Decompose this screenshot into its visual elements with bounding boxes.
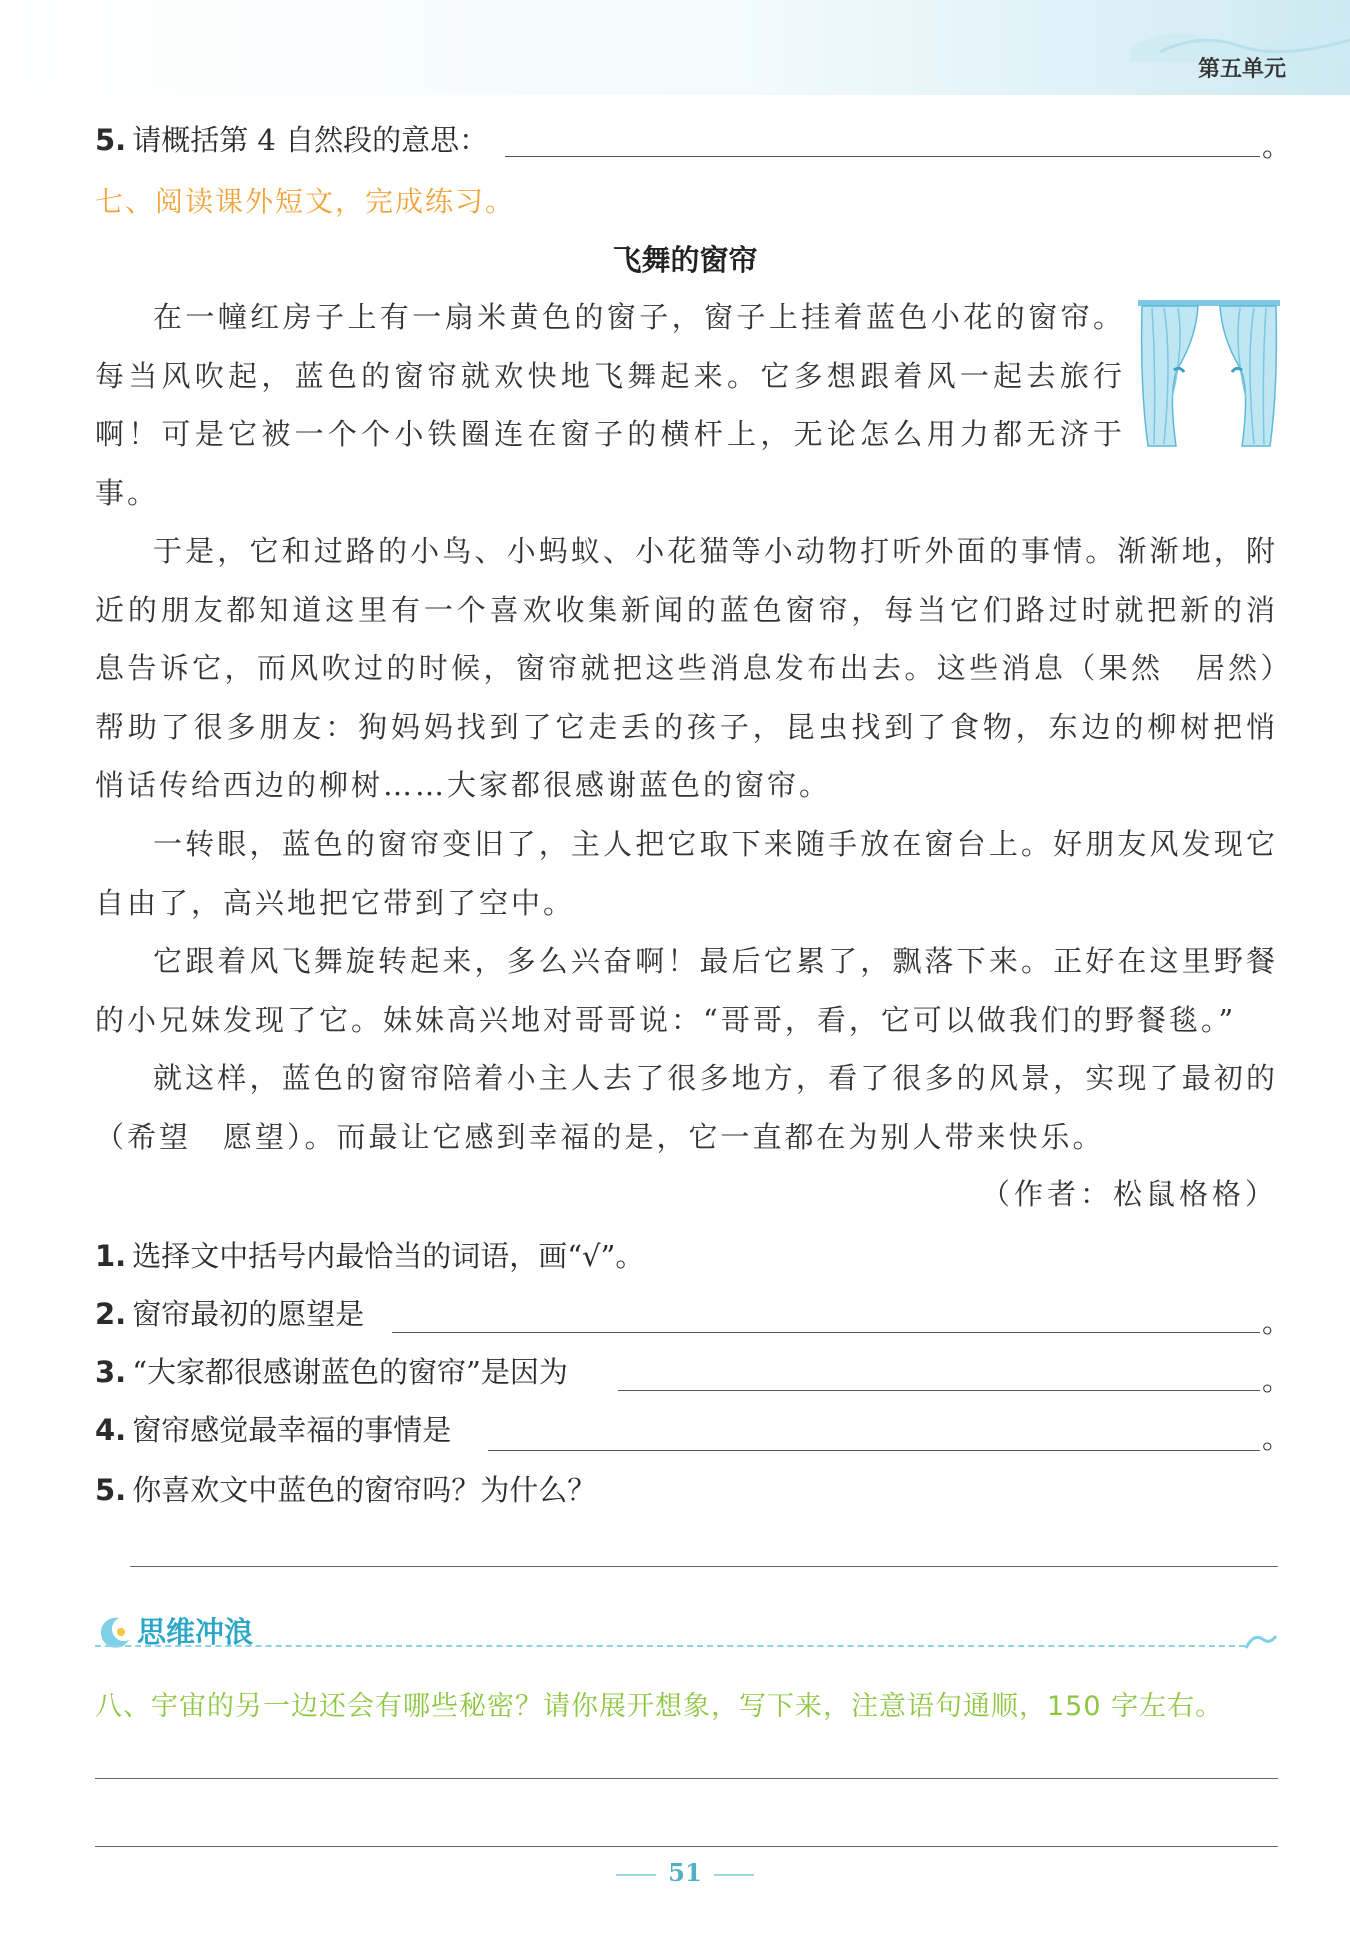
story-paragraph-3: 一转眼，蓝色的窗帘变旧了，主人把它取下来随手放在窗台上。好朋友风发现它自由了，高兴地把它带到了空中。 bbox=[95, 827, 1278, 920]
curtain-illustration bbox=[1138, 298, 1280, 448]
answer-blank[interactable] bbox=[505, 156, 1260, 157]
question-4 bbox=[95, 1410, 451, 1450]
end-mark: 。 bbox=[1262, 1421, 1292, 1455]
answer-blank[interactable] bbox=[392, 1332, 1260, 1333]
question-text: 窗帘感觉最幸福的事情是 bbox=[132, 1413, 452, 1447]
wave-icon bbox=[1244, 1630, 1278, 1652]
question-2 bbox=[95, 1294, 364, 1334]
answer-blank[interactable] bbox=[488, 1450, 1260, 1451]
question-text: 你喜欢文中蓝色的窗帘吗？为什么？ bbox=[132, 1473, 597, 1507]
question-8: 八、宇宙的另一边还会有哪些秘密？请你展开想象，写下来，注意语句通顺，150 字左右。 bbox=[95, 1691, 1224, 1722]
writing-line-2[interactable] bbox=[95, 1846, 1278, 1847]
question-number: 1. bbox=[95, 1239, 127, 1273]
page-number-value: 51 bbox=[668, 1858, 702, 1887]
question-text: 窗帘最初的愿望是 bbox=[132, 1297, 365, 1331]
question-5 bbox=[95, 1470, 596, 1510]
end-mark: 。 bbox=[1262, 129, 1292, 163]
story-author: （作者：松鼠格格） bbox=[980, 1177, 1278, 1211]
question-text: 请概括第 4 自然段的意思： bbox=[132, 123, 489, 157]
question-text: 选择文中括号内最恰当的词语，画“√”。 bbox=[132, 1239, 645, 1273]
thinking-label: 思维冲浪 bbox=[137, 1615, 254, 1649]
page-number-dash-right bbox=[714, 1874, 754, 1876]
page-number bbox=[0, 1858, 1350, 1887]
question-number: 5. bbox=[95, 1473, 127, 1507]
story-paragraph-5: 就这样，蓝色的窗帘陪着小主人去了很多地方，看了很多的风景，实现了最初的（希望 愿望）。而最让它感到幸福的是，它一直都在为别人带来快乐。 bbox=[95, 1061, 1278, 1154]
question-number: 3. bbox=[95, 1355, 127, 1389]
question-number: 5. bbox=[95, 123, 127, 157]
question-1 bbox=[95, 1236, 644, 1276]
answer-line[interactable] bbox=[130, 1566, 1278, 1567]
page-number-dash-left bbox=[616, 1874, 656, 1876]
end-mark: 。 bbox=[1262, 1305, 1292, 1339]
answer-blank[interactable] bbox=[618, 1390, 1260, 1391]
story-paragraph-2: 于是，它和过路的小鸟、小蚂蚁、小花猫等小动物打听外面的事情。渐渐地，附近的朋友都知道这里有一个喜欢收集新闻的蓝色窗帘，每当它们路过时就把新的消息告诉它，而风吹过的时候，窗帘就把这些消息发布出去。这些消息（果然 居然）帮助了很多朋友：狗妈妈找到了它走丢的孩子，昆虫找到了食物，东边的柳树把悄悄话传给西边的柳树……大家都很感谢蓝色的窗帘。 bbox=[95, 534, 1278, 802]
section-title-7: 七、阅读课外短文，完成练习。 bbox=[95, 185, 516, 218]
question-3 bbox=[95, 1352, 568, 1392]
thinking-divider bbox=[95, 1645, 1245, 1647]
end-mark: 。 bbox=[1262, 1363, 1292, 1397]
unit-label: 第五单元 bbox=[1197, 57, 1286, 82]
story-title: 飞舞的窗帘 bbox=[612, 243, 758, 277]
story-paragraph-1: 在一幢红房子上有一扇米黄色的窗子，窗子上挂着蓝色小花的窗帘。每当风吹起，蓝色的窗帘就欢快地飞舞起来。它多想跟着风一起去旅行啊！可是它被一个个小铁圈连在窗子的横杆上，无论怎么用力都无济于事。 bbox=[95, 300, 1125, 510]
writing-line-1[interactable] bbox=[95, 1778, 1278, 1779]
story-paragraph-4: 它跟着风飞舞旋转起来，多么兴奋啊！最后它累了，飘落下来。正好在这里野餐的小兄妹发现了它。妹妹高兴地对哥哥说：“哥哥，看，它可以做我们的野餐毯。” bbox=[95, 944, 1278, 1037]
prev-question-5 bbox=[95, 120, 488, 160]
question-number: 2. bbox=[95, 1297, 127, 1331]
question-number: 4. bbox=[95, 1413, 127, 1447]
question-text: “大家都很感谢蓝色的窗帘”是因为 bbox=[132, 1355, 568, 1389]
